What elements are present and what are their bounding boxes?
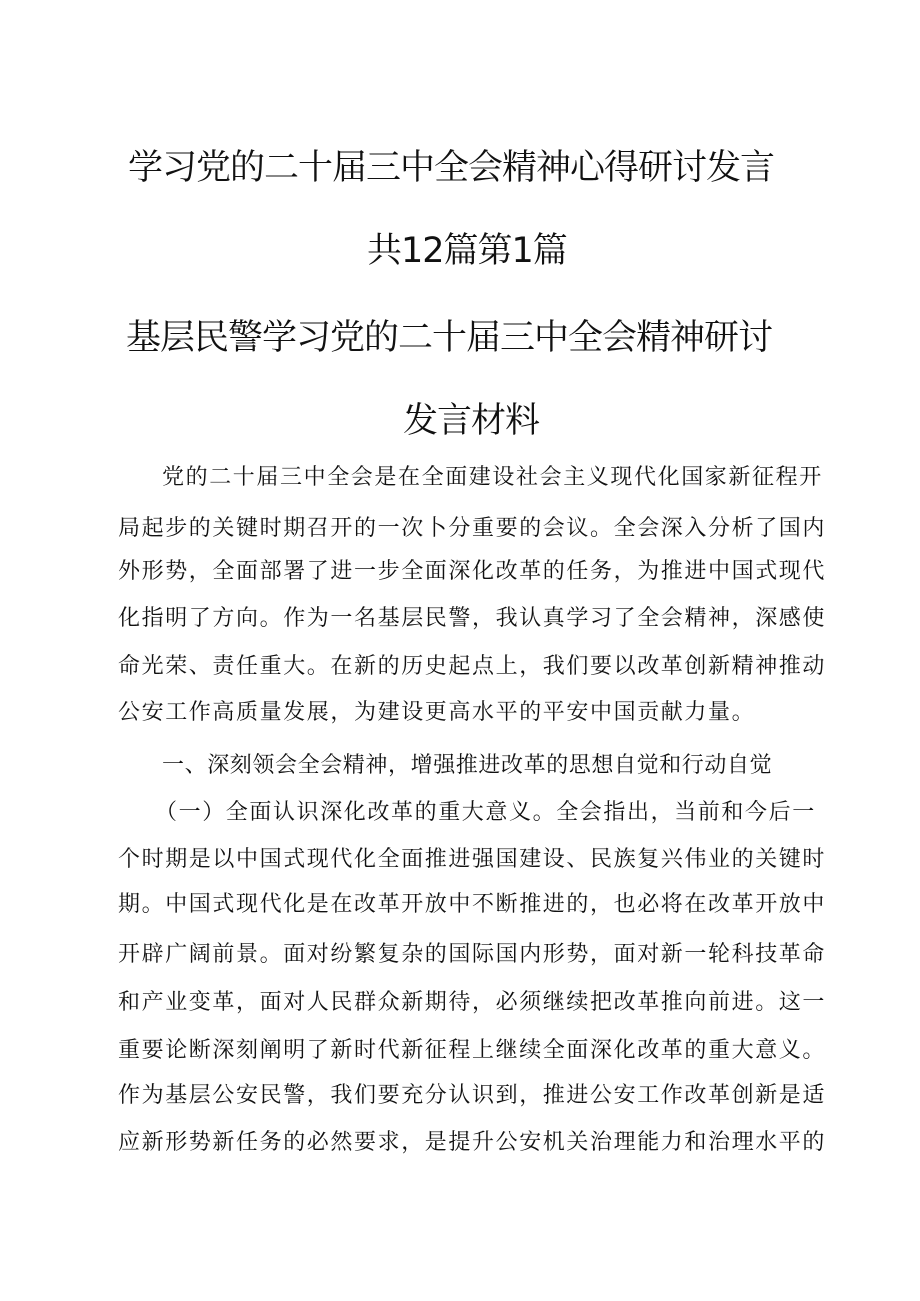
paragraph-2-line: 和产业变革，面对人民群众新期待，必须继续把改革推向前进。这一: [118, 990, 827, 1015]
paragraph-1-line: 化指明了方向。作为一名基层民警，我认真学习了全会精神，深感使: [118, 606, 827, 631]
document-title-line-2: 共12篇第1篇: [367, 231, 567, 271]
paragraph-2-line: 作为基层公安民警，我们要充分认识到，推进公安工作改革创新是适: [118, 1083, 827, 1108]
paragraph-1-line: 党的二十届三中全会是在全面建设社会主义现代化国家新征程开: [162, 465, 823, 490]
paragraph-1-line: 局起步的关键时期召开的一次卜分重要的会议。全会深入分析了国内: [118, 516, 827, 541]
paragraph-2-line: 应新形势新任务的必然要求，是提升公安机关治理能力和治理水平的: [118, 1130, 827, 1155]
paragraph-2-line: （一）全面认识深化改革的重大意义。全会指出，当前和今后一: [155, 800, 816, 825]
document-subtitle-line-1: 基层民警学习党的二十届三中全会精神研讨: [126, 318, 773, 358]
paragraph-1-line: 命光荣、责任重大。在新的历史起点上，我们要以改革创新精神推动: [118, 654, 827, 679]
paragraph-2-line: 个时期是以中国式现代化全面推进强国建设、民族复兴伟业的关键时: [118, 847, 827, 872]
paragraph-2-line: 重要论断深刻阐明了新时代新征程上继续全面深化改革的重大意义。: [118, 1038, 827, 1063]
document-subtitle-line-2: 发言材料: [403, 401, 540, 441]
section-heading-1: 一、深刻领会全会精神，增强推进改革的思想自觉和行动自觉: [162, 753, 773, 778]
paragraph-1-line: 公安工作高质量发展，为建设更高水平的平安中国贡献力量。: [118, 700, 756, 725]
document-title-line-1: 学习党的二十届三中全会精神心得研讨发言: [128, 148, 775, 188]
paragraph-1-line: 外形势，全面部署了进一步全面深化改革的任务，为推进中国式现代: [118, 559, 827, 584]
paragraph-2-line: 开辟广阔前景。面对纷繁复杂的国际国内形势，面对新一轮科技革命: [118, 942, 827, 967]
paragraph-2-line: 期。中国式现代化是在改革开放中不断推进的，也必将在改革开放中: [118, 892, 827, 917]
